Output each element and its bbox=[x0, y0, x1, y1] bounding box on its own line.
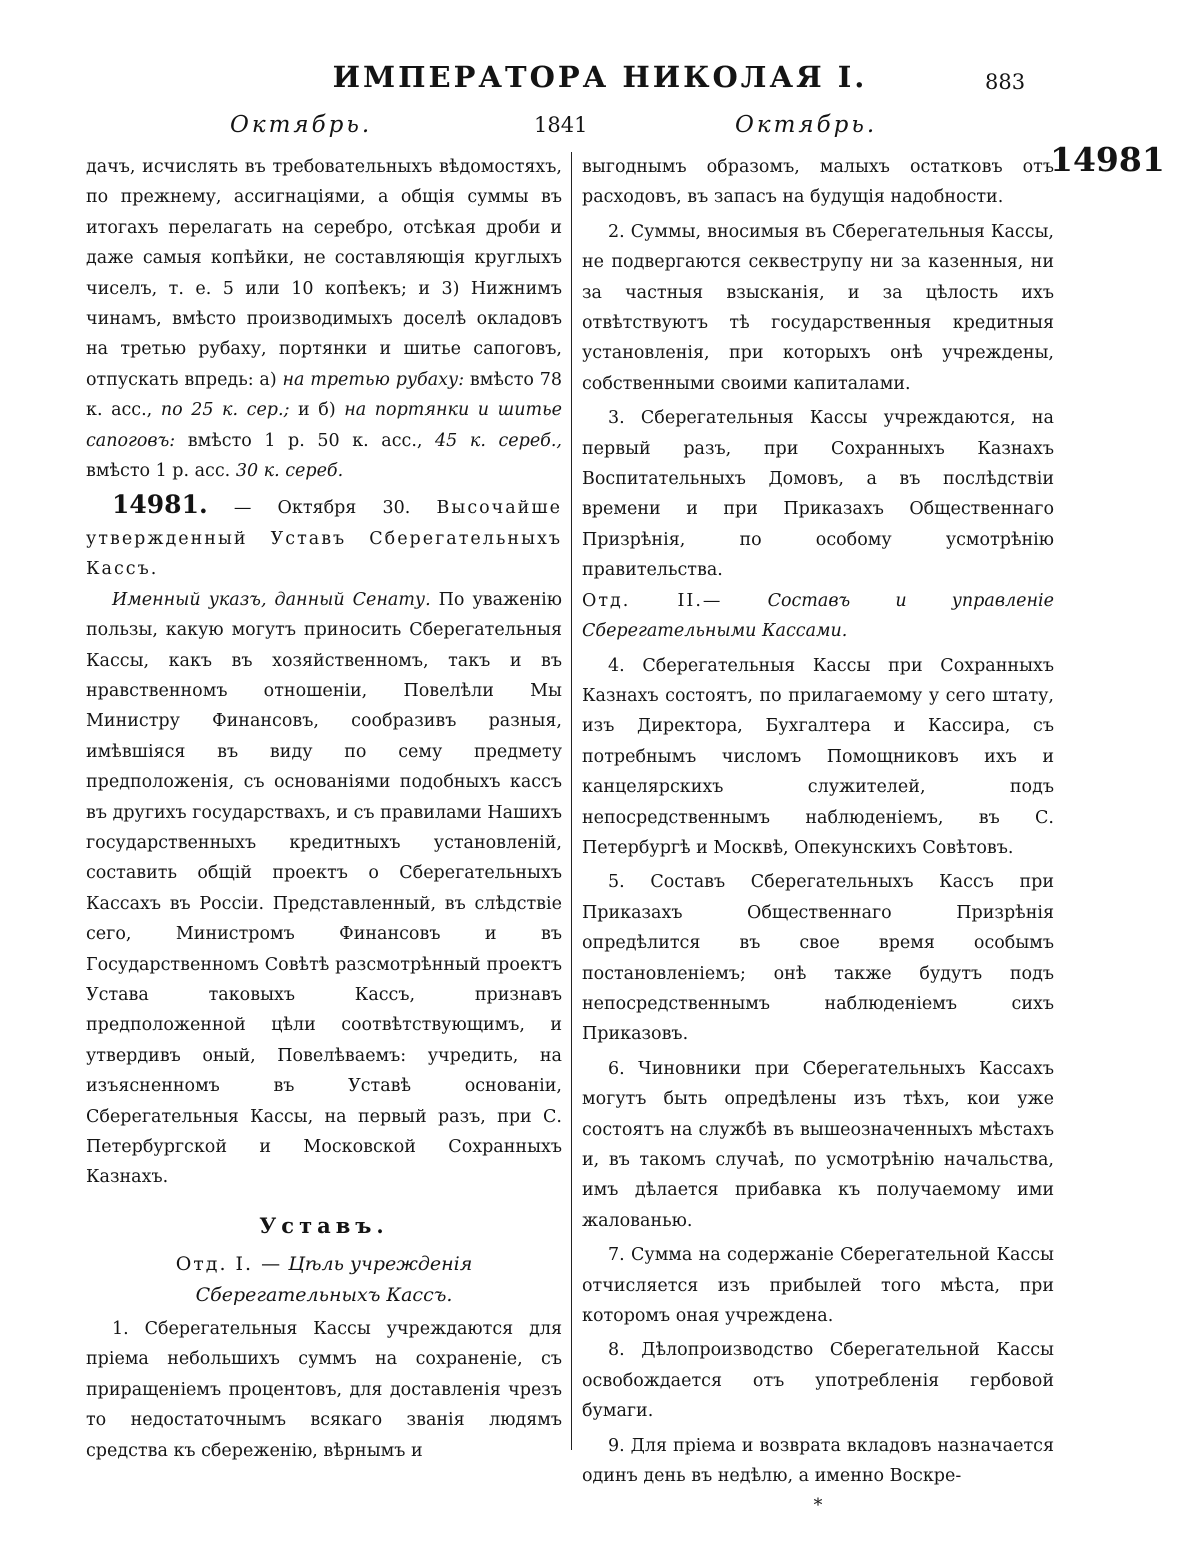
text: вмѣсто 1 р. асс. bbox=[86, 461, 231, 482]
signature-mark: * bbox=[813, 1496, 823, 1517]
month-left: Октябрь. bbox=[230, 112, 373, 138]
right-column bbox=[582, 152, 1054, 1522]
ukaz-label: Именный указъ, данный Сенату. bbox=[112, 589, 431, 610]
year: 1841 bbox=[534, 113, 588, 137]
text: и б) bbox=[298, 400, 336, 421]
text-italic: на портянки и шитье сапоговъ: bbox=[86, 400, 562, 451]
page-number: 883 bbox=[985, 70, 1026, 94]
article-4: 4. Сберегательныя Кассы при Сохранныхъ Казнахъ состоятъ, по прилагаемому у сего штату, изъ Директора, Бухгалтера и Кассира, съ потребнымъ числомъ Помощниковъ ихъ и канцелярскихъ служителей, подъ непосредственнымъ наблюденіемъ, въ С. Петербургѣ и Москвѣ, Опекунскихъ Совѣтовъ. bbox=[582, 655, 1054, 858]
ukaz-paragraph bbox=[86, 585, 562, 1193]
text: вмѣсто 1 р. 50 к. асс., bbox=[187, 430, 423, 451]
article-9: 9. Для пріема и возврата вкладовъ назначается одинъ день въ недѣлю, а именно Воскре- bbox=[582, 1435, 1054, 1487]
text-italic: по 25 к. сер.; bbox=[160, 400, 290, 421]
decree-number: 14981. bbox=[112, 490, 208, 520]
article-3: 3. Сберегательныя Кассы учреждаются, на первый разъ, при Сохранныхъ Казнахъ Воспитательныхъ Домовъ, а въ послѣдствіи времени и при Приказахъ Общественнаго Призрѣнія, по особому усмотрѣнію правительства. bbox=[582, 408, 1054, 581]
text: вмѣсто 78 к. асс., bbox=[86, 369, 562, 421]
paragraph: выгоднымъ образомъ, малыхъ остатковъ отъ расходовъ, въ запасъ на будущія надобности. bbox=[582, 157, 1054, 208]
article-1: 1. Сберегательныя Кассы учреждаются для пріема небольшихъ суммъ на сохраненіе, съ приращеніемъ процентовъ, для доставленія чрезъ то недостаточнымъ всякаго званія людямъ средства къ сбереженію, вѣрнымъ и bbox=[86, 1319, 562, 1461]
decree-title: Высочайше утвержденный Уставъ Сберегательныхъ Кассъ. bbox=[86, 498, 562, 580]
article-2: 2. Суммы, вносимыя въ Сберегательныя Кассы, не подвергаются секвеструпу ни за казенныя, ни за частныя взысканія, и за цѣлость ихъ отвѣтствуютъ тѣ государственныя кредитныя установленія, при которыхъ онѣ учреждены, собственными своими капиталами. bbox=[582, 221, 1054, 394]
section-label: Отд. I. — bbox=[175, 1253, 283, 1276]
text: дачъ, исчислять въ требовательныхъ вѣдомостяхъ, по прежнему, ассигнаціями, а общія суммы въ итогахъ перелагать на серебро, отсѣкая дроби и даже самыя копѣйки, не составляющія круглыхъ чиселъ, т. е. 5 или 10 копѣекъ; и 3) Нижнимъ чинамъ, вмѣсто производимыхъ доселѣ окладовъ на третью рубаху, портянки и шитье сапоговъ, отпускать впредь: а) bbox=[86, 157, 562, 390]
article-5: 5. Составъ Сберегательныхъ Кассъ при Приказахъ Общественнаго Призрѣнія опредѣлится въ свое время особымъ постановленіемъ; онѣ также будутъ подъ непосредственнымъ наблюденіемъ сихъ Приказовъ. bbox=[582, 872, 1054, 1045]
ustav-heading: Уставъ. bbox=[259, 1212, 389, 1238]
decree-date: — Октября 30. bbox=[233, 498, 411, 519]
column-rule bbox=[571, 152, 572, 1450]
paragraph bbox=[86, 152, 562, 486]
article-7: 7. Сумма на содержаніе Сберегательной Кассы отчисляется изъ прибылей того мѣста, при которомъ оная учреждена. bbox=[582, 1245, 1054, 1327]
text-italic: 30 к. сереб. bbox=[235, 461, 344, 482]
text-italic: на третью рубаху: bbox=[282, 369, 465, 390]
section-title: Цѣль учрежденія Сберегательныхъ Кассъ. bbox=[195, 1253, 473, 1306]
ukaz-text: По уваженію пользы, какую могутъ приносить Сберегательныя Кассы, какъ въ хозяйственномъ, такъ и въ нравственномъ отношеніи, Повелѣли Мы Министру Финансовъ, сообразивъ разныя, имѣвшіяся въ виду по сему предмету предположенія, съ основаніями подобныхъ кассъ въ другихъ государствахъ, и съ правилами Нашихъ государственныхъ кредитныхъ установленій, составить общій проектъ о Сберегательныхъ Кассахъ въ Россіи. Представленный, въ слѣдствіе сего, Министромъ Финансовъ и въ Государственномъ Совѣтѣ разсмотрѣнный проектъ Устава таковыхъ Кассъ, признавъ предположенной цѣли соотвѣтствующимъ, и утвердивъ оный, Повелѣваемъ: учредить, на изъясненномъ въ Уставѣ основаніи, Сберегательныя Кассы, на первый разъ, при С. Петербургской и Московской Сохранныхъ Казнахъ. bbox=[86, 589, 562, 1188]
section-heading bbox=[86, 1249, 562, 1310]
section-label: Отд. II.— bbox=[582, 590, 723, 611]
running-title: ИМПЕРАТОРА НИКОЛАЯ I. bbox=[332, 60, 868, 94]
decree-heading bbox=[86, 490, 562, 584]
left-column bbox=[86, 152, 562, 1466]
month-right: Октябрь. bbox=[735, 112, 878, 138]
section-heading bbox=[582, 586, 1054, 647]
article-8: 8. Дѣлопроизводство Сберегательной Кассы освобождается отъ употребленія гербовой бумаги. bbox=[582, 1340, 1054, 1422]
article-6: 6. Чиновники при Сберегательныхъ Кассахъ могутъ быть опредѣлены изъ тѣхъ, кои уже состоятъ на службѣ въ вышеозначенныхъ мѣстахъ и, въ такомъ случаѣ, по усмотрѣнію начальства, имъ дѣлается прибавка къ получаемому ими жалованью. bbox=[582, 1058, 1054, 1231]
text-italic: 45 к. сереб., bbox=[435, 430, 562, 451]
section-title: Составъ и управленіе Сберегательными Кассами. bbox=[582, 590, 1054, 642]
margin-number: 14981 bbox=[1050, 140, 1165, 179]
